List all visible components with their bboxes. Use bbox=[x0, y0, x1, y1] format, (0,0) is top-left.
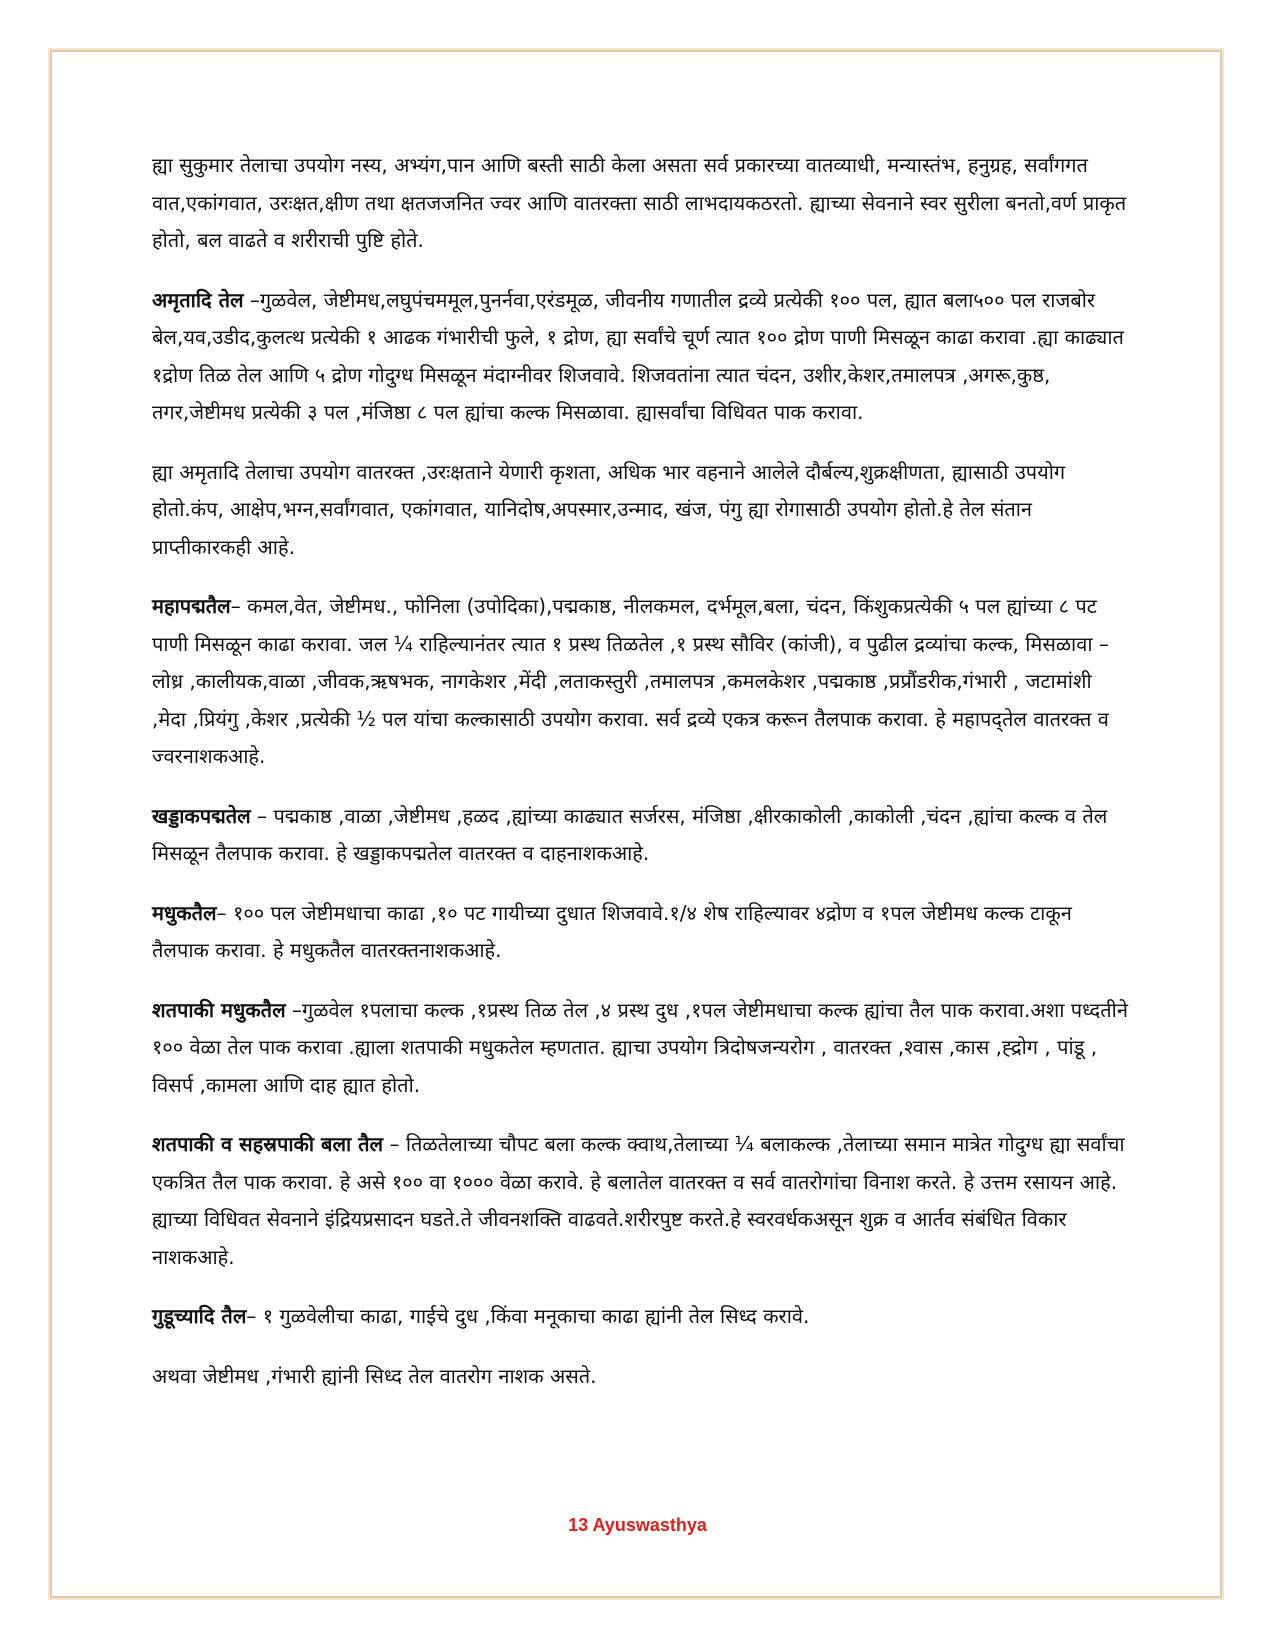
section-heading: शतपाकी मधुकतैल bbox=[152, 997, 286, 1022]
paragraph-text: – तिळतेलाच्या चौपट बला कल्क क्वाथ,तेलाच्या ¼ बलाकल्क ,तेलाच्या समान मात्रेत गोदुग्ध ह्या सर्वांचा एकत्रित तैल पाक करावा. हे असे १०० वा १००० वेळा करावे. हे बलातेल वातरक्त व सर्व वातरोगांचा विनाश करते. हे उत्तम रसायन आहे. ह्याच्या विधिवत सेवनाने इंद्रियप्रसादन घडते.ते जीवनशक्ति वाढवते.शरीरपुष्ट करते.हे स्वरवर्धकअसून शुक्र व आर्तव संबंधित विकार नाशकआहे. bbox=[152, 1132, 1125, 1269]
paragraph-text: ह्या अमृतादि तेलाचा उपयोग वातरक्त ,उरःक्षताने येणारी कृशता, अधिक भार वहनाने आलेले दौर्बल्य,शुक्रक्षीणता, ह्यासाठी उपयोग होतो.कंप, आक्षेप,भग्न,सर्वांगवात, एकांगवात, यानिदोष,अपस्मार,उन्माद, खंज, पंगु ह्या रोगासाठी उपयोग होतो.हे तेल संतान प्राप्तीकारकही आहे. bbox=[152, 459, 1066, 559]
paragraph-text: – पद्मकाष्ठ ,वाळा ,जेष्टीमध ,हळद ,ह्यांच्या काढ्यात सर्जरस, मंजिष्ठा ,क्षीरकाकोली ,काकोली ,चंदन ,ह्यांचा कल्क व तेल मिसळून तैलपाक करावा. हे खड्डाकपद्मतेल वातरक्त व दाहनाशकआहे. bbox=[152, 803, 1108, 865]
paragraph-text: ह्या सुकुमार तेलाचा उपयोग नस्य, अभ्यंग,पान आणि बस्ती साठी केला असता सर्व प्रकारच्या वातव्याधी, मन्यास्तंभ, हनुग्रह, सर्वांगगत वात,एकांगवात, उरःक्षत,क्षीण तथा क्षतजजनित ज्वर आणि वातरक्ता साठी लाभदायकठरतो. ह्याच्या सेवनाने स्वर सुरीला बनतो,वर्ण प्राकृत होतो, बल वाढते व शरीराची पुष्टि होते. bbox=[152, 153, 1127, 252]
paragraph-amrutadi-tel bbox=[152, 282, 1132, 432]
section-heading: गुडूच्यादि तैल bbox=[152, 1304, 247, 1328]
paragraph-madhuka-tail bbox=[152, 895, 1132, 970]
paragraph-text: – १ गुळवेलीचा काढा, गाईचे दुध ,किंवा मनूकाचा काढा ह्यांनी तेल सिध्द करावे. bbox=[246, 1304, 810, 1328]
section-heading: मधुकतैल bbox=[152, 900, 217, 925]
paragraph-text: अथवा जेष्टीमध ,गंभारी ह्यांनी सिध्द तेल वातरोग नाशक असते. bbox=[152, 1363, 597, 1388]
paragraph-amrutadi-uses bbox=[152, 454, 1132, 567]
page-footer: 13 Ayuswasthya bbox=[568, 1515, 707, 1535]
paragraph-guduchyadi-tail bbox=[152, 1298, 1132, 1336]
paragraph-shatapaki-madhuka-tail bbox=[152, 992, 1132, 1105]
paragraph-text: – १०० पल जेष्टीमधाचा काढा ,१० पट गायीच्या दुधात शिजवावे.१/४ शेष राहिल्यावर ४द्रोण व १पल जेष्टीमध कल्क टाकून तैलपाक करावा. हे मधुकतैल वातरक्तनाशकआहे. bbox=[152, 900, 1072, 962]
paragraph-mahapadma-tail bbox=[152, 588, 1132, 776]
paragraph-text: – कमल,वेत, जेष्टीमध., फोनिला (उपोदिका),पद्मकाष्ठ, नीलकमल, दर्भमूल,बला, चंदन, किंशुकप्रत्येकी ५ पल ह्यांच्या ८ पट पाणी मिसळून काढा करावा. जल ¼ राहिल्यानंतर त्यात १ प्रस्थ तिळतेल ,१ प्रस्थ सौविर (कांजी), व पुढील द्रव्यांचा कल्क, मिसळावा – लोध्र ,कालीयक,वाळा ,जीवक,ऋषभक, नागकेशर ,मेंदी ,लताकस्तुरी ,तमालपत्र ,कमलकेशर ,पद्मकाष्ठ ,प्रप्रौंडरीक,गंभारी , जटामांशी ,मेदा ,प्रियंगु ,केशर ,प्रत्येकी ½ पल यांचा कल्कासाठी उपयोग करावा. सर्व द्रव्ये एकत्र करून तैलपाक करावा. हे महापद्तेल वातरक्त व ज्वरनाशकआहे. bbox=[152, 594, 1109, 768]
paragraph-athava bbox=[152, 1358, 1132, 1396]
section-heading: महापद्मतैल bbox=[152, 594, 231, 618]
document-body bbox=[152, 147, 1132, 1417]
paragraph-bala-tail bbox=[152, 1126, 1132, 1276]
paragraph-intro bbox=[152, 147, 1132, 260]
paragraph-khaddaka-padma-tel bbox=[152, 798, 1132, 873]
paragraph-text: –गुळवेल, जेष्टीमध,लघुपंचममूल,पुनर्नवा,एरंडमूळ, जीवनीय गणातील द्रव्ये प्रत्येकी १०० पल, ह्यात बला५०० पल राजबोर बेल,यव,उडीद,कुलत्थ प्रत्येकी १ आढक गंभारीची फुले, १ द्रोण, ह्या सर्वांचे चूर्ण त्यात १०० द्रोण पाणी मिसळून काढा करावा .ह्या काढ्यात १द्रोण तिळ तेल आणि ५ द्रोण गोदुग्ध मिसळून मंदाग्नीवर शिजवावे. शिजवतांना त्यात चंदन, उशीर,केशर,तमालपत्र ,अगरू,कुष्ठ, तगर,जेष्टीमध प्रत्येकी ३ पल ,मंजिष्ठा ८ पल ह्यांचा कल्क मिसळावा. ह्यासर्वांचा विधिवत पाक करावा. bbox=[152, 287, 1124, 424]
section-heading: अमृतादि तेल bbox=[152, 287, 244, 312]
section-heading: खड्डाकपद्मतेल bbox=[152, 803, 251, 828]
paragraph-text: –गुळवेल १पलाचा कल्क ,१प्रस्थ तिळ तेल ,४ प्रस्थ दुध ,१पल जेष्टीमधाचा कल्क ह्यांचा तैल पाक करावा.अशा पध्दतीने १०० वेळा तेल पाक करावा .ह्याला शतपाकी मधुकतेल म्हणतात. ह्याचा उपयोग त्रिदोषजन्यरोग , वातरक्त ,श्वास ,कास ,ह्द्रोग , पांडू , विसर्प ,कामला आणि दाह ह्यात होतो. bbox=[152, 997, 1128, 1097]
section-heading: शतपाकी व सहस्रपाकी बला तैल bbox=[152, 1132, 384, 1156]
